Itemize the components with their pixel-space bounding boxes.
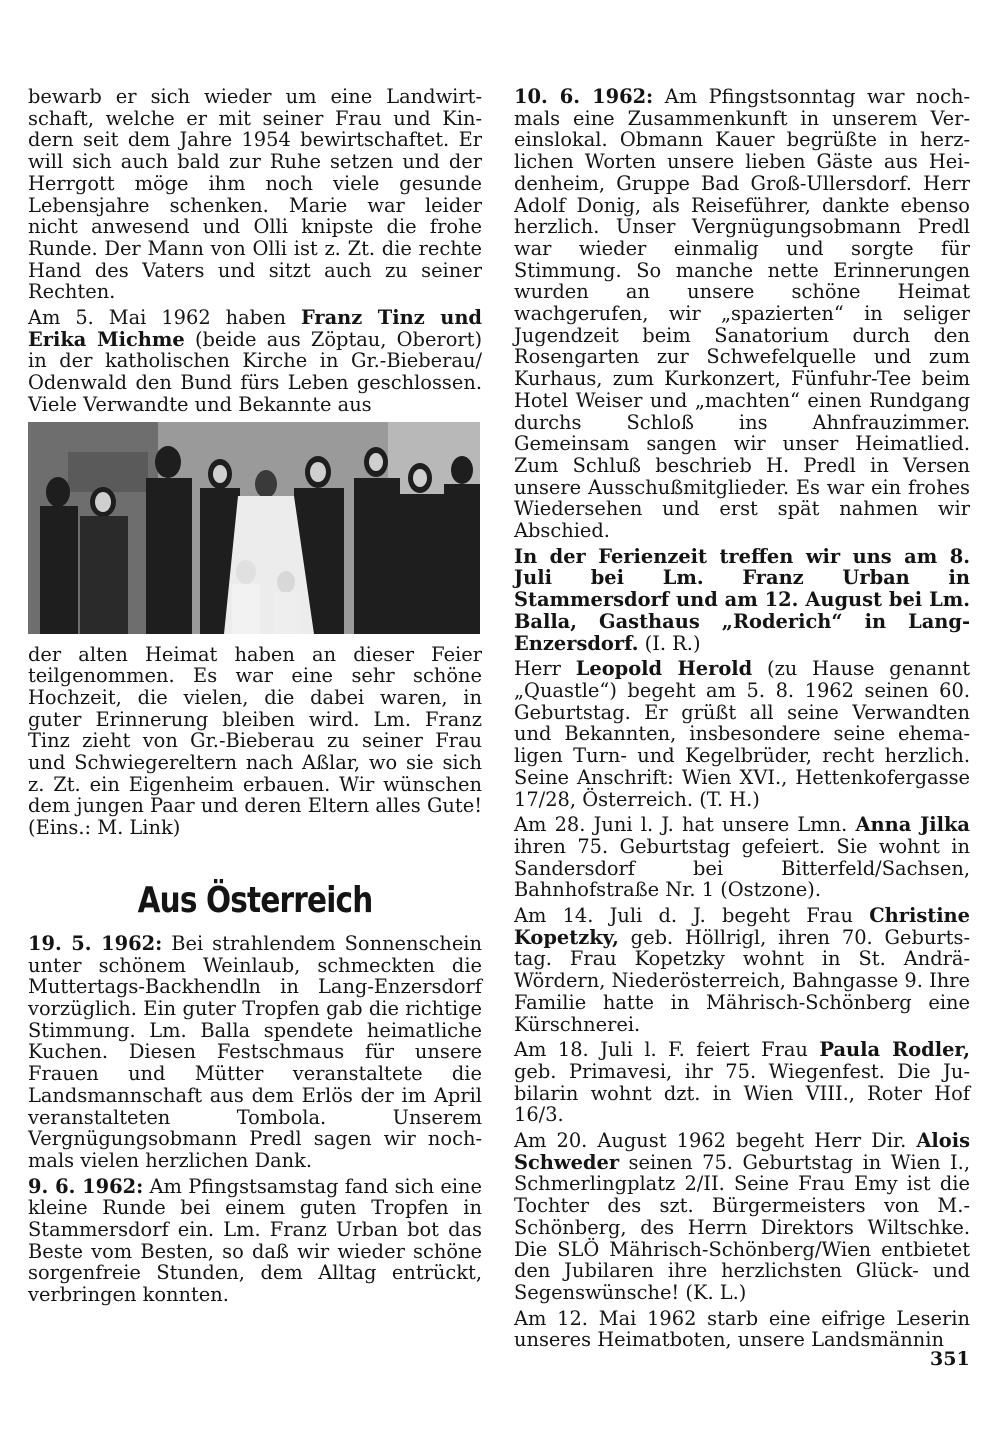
bold-text: 19. 5. 1962: bbox=[28, 931, 163, 955]
paragraph bbox=[28, 86, 482, 303]
bold-text: Anna Jilka bbox=[855, 813, 970, 837]
wedding-group-photo-illustration bbox=[28, 422, 480, 634]
paragraph bbox=[28, 933, 482, 1172]
section-heading: Aus Österreich bbox=[137, 879, 373, 921]
text-run: Am 5. Mai 1962 haben bbox=[28, 306, 301, 330]
left-column bbox=[28, 86, 482, 1310]
paragraph bbox=[514, 1130, 970, 1304]
paragraph bbox=[514, 1039, 970, 1126]
bold-text: 10. 6. 1962: bbox=[514, 85, 654, 108]
bold-text: Alois Schweder bbox=[514, 1129, 970, 1174]
page-number: 351 bbox=[930, 1348, 970, 1370]
paragraph bbox=[514, 658, 970, 810]
bold-text: In der Ferienzeit treffen wir uns am 8. Juli bei Lm. Franz Urban in Stammersdorf und am 12. August bei Lm. Balla, Gasthaus „Roderich“ in Lang-Enzersdorf. bbox=[514, 544, 970, 655]
text-run: bewarb er sich wieder um eine Landwirtschaft, welche er mit seiner Frau und Kindern seit dem Jahre 1954 bewirtschaftet. Er will sich auch bald zur Ruhe setzen und der Herrgott möge ihm noch viele gesunde Lebensjahre schenken. Marie war leider nicht anwesend und Olli knipste die frohe Runde. Der Mann von Olli ist z. Zt. die rechte Hand des Vaters und sitzt auch zu seiner Rechten. bbox=[28, 85, 482, 304]
left-paragraphs-section bbox=[28, 933, 482, 1306]
text-run: geb. Primavesi, ihr 75. Wiegenfest. Die Jubilarin wohnt dzt. in Wien VIII., Roter Hof 16/3. bbox=[514, 1059, 970, 1127]
right-column bbox=[514, 86, 970, 1355]
text-run: geb. Höllrigl, ihren 70. Geburtstag. Frau Kopetzky wohnt in St. Andrä-Wördern, Niederösterreich, Bahngasse 9. Ihre Familie hatte in Mährisch-Schönberg eine Kürschnerei. bbox=[514, 925, 970, 1036]
wedding-photo bbox=[28, 422, 480, 634]
bold-text: Leopold Herold bbox=[575, 657, 753, 681]
paragraph bbox=[514, 546, 970, 655]
text-run: Am Pfingstsamstag fand sich eine kleine Runde bei einem guten Tropfen in Stammersdorf ein. Lm. Franz Urban bot das Beste vom Besten, so daß wir wieder schöne sorgenfreie Stunden, dem Alltag entrückt, verbringen konnten. bbox=[28, 1174, 482, 1307]
paragraph bbox=[514, 86, 970, 542]
text-run: (I. R.) bbox=[638, 631, 701, 655]
bold-text: Paula Rodler, bbox=[819, 1038, 970, 1062]
left-paragraphs-top bbox=[28, 86, 482, 416]
text-run: Am 20. August 1962 begeht Herr Dir. bbox=[514, 1129, 917, 1153]
paragraph bbox=[514, 814, 970, 901]
text-run: Bei strahlendem Sonnenschein unter schönem Weinlaub, schmeckten die Muttertags-Backhendln in Lang-Enzersdorf vorzüglich. Ein guter Tropfen gab die richtige Stimmung. Lm. Balla spendete heimatliche Kuchen. Diesen Festschmaus für unsere Frauen und Mütter veranstaltete die Landsmannschaft aus dem Erlös der im April veranstalteten Tombola. Unserem Vergnügungsobmann Predl sagen wir nochmals vielen herzlichen Dank. bbox=[28, 931, 482, 1172]
right-paragraphs bbox=[514, 86, 970, 1351]
bold-text: Christine Kopetzky, bbox=[514, 904, 970, 949]
text-run: Am 12. Mai 1962 starb eine eifrige Leserin unseres Heimatboten, unsere Landsmännin bbox=[514, 1306, 970, 1352]
text-run: der alten Heimat haben an dieser Feier teilgenommen. Es war eine sehr schöne Hochzeit, die vielen, die dabei waren, in guter Erinnerung bleiben wird. Lm. Franz Tinz zieht von Gr.-Bieberau zu seiner Frau und Schwiegereltern nach Aßlar, wo sie sich z. Zt. ein Eigenheim erbauen. Wir wünschen dem jungen Paar und deren Eltern alles Gute! (Eins.: M. Link) bbox=[28, 642, 482, 840]
paragraph bbox=[514, 1308, 970, 1351]
paragraph bbox=[514, 905, 970, 1035]
text-run: seinen 75. Geburtstag in Wien I., Schmerlingplatz 2/II. Seine Frau Emy ist die Tochter des szt. Bürgermeisters von M.-Schönberg, des Herrn Direktors Wiltschke. Die SLÖ Mährisch-Schönberg/Wien entbietet den Jubilaren ihre herzlichsten Glück- und Segenswünsche! (K. L.) bbox=[514, 1150, 970, 1304]
paragraph bbox=[28, 644, 482, 839]
bold-text: 9. 6. 1962: bbox=[28, 1174, 144, 1198]
text-run: Am 14. Juli d. J. begeht Frau bbox=[514, 904, 870, 928]
text-run: Am Pfingstsonntag war nochmals eine Zusammenkunft in unserem Vereinslokal. Obmann Kauer begrüßte in herzlichen Worten unsere lieben Gäste aus Heidenheim, Gruppe Bad Groß-Ullersdorf. Herr Adolf Donig, als Reiseführer, dankte ebenso herzlich. Unser Vergnügungsobmann Predl war wieder einmalig und sorgte für Stimmung. So manche nette Erinnerungen wurden an unsere schöne Heimat wachgerufen, wir „spazierten“ in seliger Jugendzeit beim Sanatorium durch den Rosengarten zur Schwefelquelle und zum Kurhaus, zum Kurkonzert, Fünfuhr-Tee beim Hotel Weiser und „machten“ einen Rundgang durchs Schloß ins Ahnfrauzimmer. Gemeinsam sangen wir unser Heimatlied. Zum Schluß beschrieb H. Predl in Versen unsere Ausschußmitglieder. Es war ein frohes Wiedersehen und erst spät nahmen wir Abschied. bbox=[514, 85, 971, 543]
text-run: (beide aus Zöptau, Oberort) in der katholischen Kirche in Gr.-Bieberau/ Odenwald den Bund fürs Leben geschlossen. Viele Verwandte und Bekannte aus bbox=[28, 327, 483, 416]
paragraph bbox=[28, 307, 482, 416]
text-run: Herr bbox=[514, 657, 576, 681]
bold-text: Franz Tinz und Erika Michme bbox=[28, 306, 482, 351]
paragraph bbox=[28, 1176, 482, 1306]
text-run: Am 18. Juli l. F. feiert Frau bbox=[514, 1038, 820, 1062]
text-run: (zu Hause genannt „Quastle“) begeht am 5. 8. 1962 seinen 60. Geburtstag. Er grüßt all seine Verwandten und Bekannten, insbesondere seine ehemaligen Turn- und Kegelbrüder, recht herzlich. Seine Anschrift: Wien XVI., Hettenkofergasse 17/28, Österreich. (T. H.) bbox=[514, 657, 970, 811]
text-run: Am 28. Juni l. J. hat unsere Lmn. bbox=[514, 813, 856, 837]
left-paragraphs-after-photo bbox=[28, 644, 482, 839]
text-run: ihren 75. Geburtstag gefeiert. Sie wohnt in Sandersdorf bei Bitterfeld/Sachsen, Bahnhofstraße Nr. 1 (Ostzone). bbox=[514, 834, 970, 902]
